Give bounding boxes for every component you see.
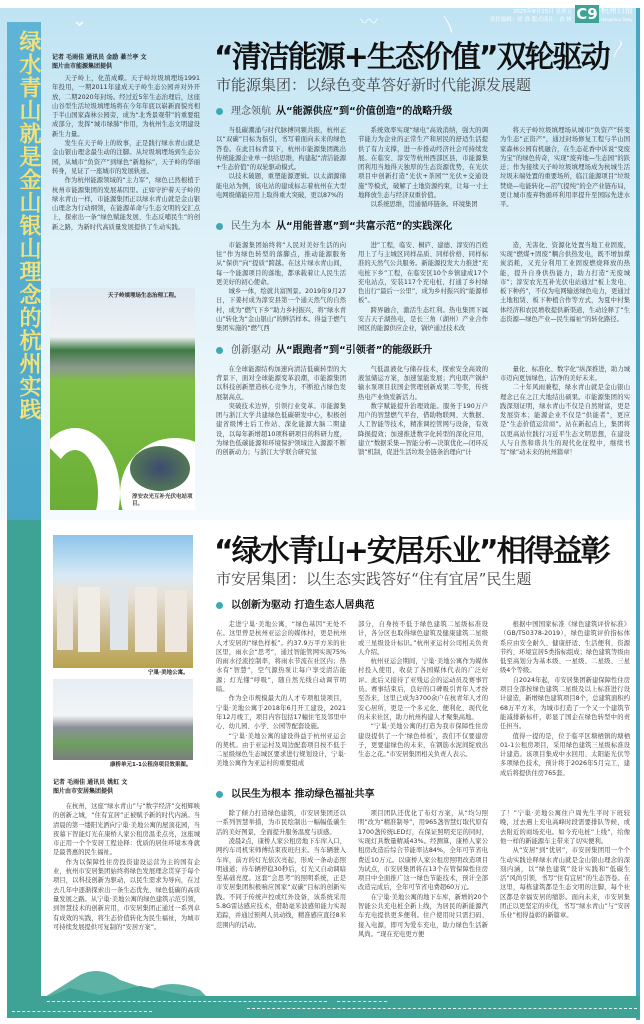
bottom-wave-band (7, 996, 640, 1018)
text-column (216, 809, 346, 939)
bird-icon: 〵 (440, 16, 458, 37)
intro-paragraph: 天子岭上，化茧成蝶。天子岭垃圾填埋场1991年投用，一期2011年建成天子岭生态公园并对外开放，二期2020年封场。经过近5年生态治理后，这座山谷型生活垃圾填埋场将在今年年底以崭新面貌亮相于半山国家森林公园旁，成为“北秀景观带”的重要组成部分，发挥“城市绿肺”作用，为杭州生态文明建设新生力量。 (52, 75, 200, 138)
page-header-info (480, 8, 572, 24)
paragraph: 气低温液化与储存技术，探索安全高效的液氢储运方案，加速氢能发展；汽电联产锅炉输水泵项目获国企管理创新成果二等奖，传统热电产业焕发新活力。 (358, 365, 488, 401)
text-column (500, 241, 630, 334)
paragraph: 进”工程，临安、桐庐、建德、淳安的百姓用上了与主城区同样品质、同样价格、同样标准的天然气公共服务。新能源投发大力推进“充电桩下乡”工程，在临安区10个乡镇建成17个充电站点，安装117个充电桩，打通了乡村绿色出行“最后一公里”，成为乡村振兴的“能源样板”。 (358, 241, 488, 305)
article1-headline: “清洁能源+生态价值”双轮驱动 (214, 40, 609, 75)
issue-date: 2025年8月15日 星期五 (512, 9, 572, 15)
text-column (216, 241, 346, 334)
paragraph: 数字赋能提升治理效能。服务于190万户用户的智慧燃气平台，借助物联网、大数据、人工智能等技术，精准调控管网与设备，有效降损提效；加速推进数字化转型的深化应用，建立“数据采集—智能分析—决策优化—闭环反馈”机制，促进生活垃圾全链条治理向“计 (358, 402, 488, 457)
text-column (500, 365, 630, 458)
article2-main (214, 534, 628, 939)
bird-icon: ⌄ (72, 10, 88, 31)
text-column (216, 620, 346, 778)
bullet-icon (216, 108, 223, 115)
section-title: 以创新为驱动 打造生态人居典范 (231, 600, 375, 611)
paragraph: 杭州亚运会期间，宁巢·美地公寓作为媒体村投入使用，收获了各国媒体代表的广泛好评。此后又接待了亚残运会的运动员及赛事官员。赛事结束后，良好的口碑吸引青年人才纷至沓来，这里已成为3700余户在杭青年人才的安心居所，更是一个多元化、便利化、现代化的未来社区，助力杭州构建人才聚集高地。 (358, 658, 488, 721)
section-heading (216, 220, 628, 233)
intro-paragraph: 发生在天子岭上的故事，正是践行绿水青山就是金山银山理念最生动的注脚。从垃圾填埋场到生态公园，从城市“负资产”到绿色“新地标”，天子岭的华丽转身，见证了一座城市的发展轨迹。 (52, 140, 200, 175)
text-column (358, 126, 488, 210)
paragraph: 在宁巢·美地公寓的地下车库，新增的20个智能公共充电桩全新上线，为居民的新能源汽车充电提供更多便利。住户使用时只需扫码、接入电源，即可为爱车充电，助力绿色生活新风尚。“现在充电更方便 (358, 893, 488, 938)
text-column (358, 241, 488, 334)
paragraph: 作为全市规模最大的人才专项租赁项目，宁巢·美地公寓于2018年6月开工建设，2021年12月竣工，项目内容包括17幢住宅及邻里中心、幼儿园、小学、公园等配套设施。 (216, 695, 346, 731)
paragraph: 自2024年起，市安居集团新建保障性住房项目全部按绿色建筑二星级及以上标准进行设计建造，新增绿色建筑项目8个，总建筑面积约68万平方米，为城市打造了一个又一个建筑节能减排新标杆，彰显了国企在绿色转型中的责任担当。 (500, 676, 630, 731)
paragraph: 造，无害化、资源化处置当地工业固废，实现“燃煤+固废”耦合供热发电，既不增加煤炭消耗，又充分利用工业固废燃烧释放的热能，提升自身供热能力，助力打造“无废城市”；淳安农光互补光伏电站通过“板上发电、板下种药”，不仅为电网输送绿色电力，更通过土地租赁、板下种植合作等方式，为夏中村集体经济和农民增收提供新渠道，生动诠释了“生态资源—绿色产业—民生福祉”的转化路径。 (500, 241, 630, 324)
photo-caption: 康桥单元1-1公租房项目效果图。 (110, 762, 192, 768)
bullet-icon (216, 347, 223, 354)
bullet-icon (216, 791, 223, 798)
wave-line (247, 1008, 637, 1010)
text-column (358, 620, 488, 778)
solar-farm-photo (130, 446, 190, 491)
byline-author: 记者 毛雨佳 通讯员 金励 綦兰亭 文 (52, 54, 147, 61)
section-title: 从“能源供应”到“价值创造”的战略升级 (276, 106, 453, 117)
paragraph: 系统效率实现“绿电”高效消纳，强大的调节能力为企业的正常生产和居民的舒适生活提供了有力支撑，进一步推动经济社会可持续发展。在临安、淳安等杭州西部区县，市能源集团利用当地得天独厚的生态资源优势，在光伏项目中创新打造“光伏+茶园”“光伏+交通设施”等模式，破解了土地资源约束，让每一寸土地释放生态与经济双重价值。 (358, 127, 488, 200)
byline-photo: 图片由市能源集团提供 (52, 63, 113, 70)
article1-subheadline: 市能源集团：以绿色变革答好新时代能源发展题 (216, 76, 532, 94)
paragraph: 根据中国国家标准《绿色建筑评价标准》（GB/T50378-2019），绿色建筑评价指标体系应由安全耐久、健康舒适、生活便利、资源节约、环境宜居5类指标组成；绿色建筑等级由低至高划分为基本级、一星级、二星级、三星级4个等级。 (500, 621, 630, 675)
paragraph: 量化、标准化、数字化”纵深推进，助力城市迈向更加绿色、洁净的美好未来。 (500, 365, 630, 382)
paragraph: 跨界融合，激活生态红利。热电集团下属安吉天子湖热电，是长三角（湖州）产业合作园区的能源供应企业，锅炉通过技术改 (358, 306, 488, 333)
text-column (500, 126, 630, 210)
paragraph: 在全球能源结构加速向清洁低碳转型的大背景下，面对全球能源变革浪潮，市能源集团以科技创新塑造核心竞争力，不断抢占绿色发展制高点。 (216, 365, 346, 401)
paragraph: 走进宁巢·美地公寓，“绿色基因”无处不在。这里曾是杭州亚运会的媒体村，更是杭州人才安居的“绿色样板”。约37.9万平方米的社区里，雨水会“思考”，通过智能管网实现75%的雨水径流控制率，将雨水节流在社区内；热水有“智慧”，空气源热泵让每户享受清洁能源；灯光懂“呼吸”，随自然光线自动调节明暗。 (216, 621, 346, 694)
article2-subheadline: 市安居集团：以生态实践答好“住有宜居”民生题 (216, 570, 532, 588)
section-lead: 理念领航 (231, 106, 271, 117)
section-lead: 民生为本 (231, 220, 271, 232)
photo-caption: 天子岭填埋场生态治理工程。 (108, 293, 180, 299)
paragraph: 以技术破题，重塑能源逻辑。以太湖源储能电站为例，该电站的建成标志着杭州在大型电网级储能应用上取得重大突破，更以87%的 (216, 173, 346, 200)
newspaper-name: 杭州日报 (601, 6, 633, 15)
paragraph: “宁巢·美地公寓的建设得益于杭州亚运会的契机。由于亚运村及周边配套项目按不低于二星级绿色生态城区要求进行规划设计，宁巢·美地公寓作为亚运村的重要组成 (216, 732, 346, 768)
paragraph: 以系统思维，贯通循环链条。环境集团 (370, 201, 478, 209)
byline-photo: 图片由市安居集团提供 (53, 788, 114, 795)
article1-intro (52, 74, 200, 232)
bullet-icon (216, 602, 223, 609)
paragraph: 部分，自身按不低于绿色建筑二星级标准设计，各分区也取得绿色建筑及健康建筑二星级或三星级设计标识。”杭州亚运村公司相关负责人介绍。 (358, 621, 488, 656)
section-title: 从“用能普惠”到“共富示范”的实践深化 (276, 220, 453, 232)
paragraph: 从“安居”到“优居”，市安居集团用一个个生动实践诠释绿水青山就是金山银山理念的深刻内涵，以“绿色建筑”设计实践和“低碳生活”风尚引领，书写“住有宜居”的生态答卷。在这里，每栋建筑都是生态文明的注脚，每个社区都是幸福安居的缩影。面向未来，市安居集团正以更坚定的步伐，书写“绿水青山”与“安居乐业”相得益彰的新篇章。 (500, 847, 630, 920)
photo-caption: 宁巢·美地公寓。 (148, 670, 189, 676)
paragraph: “宁巢·美地公寓的打造为我市保障性住房建设提供了一个‘绿色样板’，我们不仅要建房子，更要建绿色的未来，在钢筋水泥间绽放出生态之花。”市安居集团相关负责人表示。 (358, 723, 488, 759)
article2-headline: “绿水青山+安居乐业”相得益彰 (214, 534, 609, 569)
intro-paragraph: 作为杭州能源领域的“主力军”，绿色已然根植于杭州市能源集团的发展基因里。正如守护着天子岭的绿水青山一样，市能源集团正以绿水青山就是金山银山理念为行动纲领，在能源革命与生态文明的交汇点上，探索出一条“绿色赋能发展、生态反哺民生”的创新之路，为新时代高质量发展提供了生动实践。 (52, 177, 200, 231)
circle-photo-caption: 淳安农光互补光伏电站项目。 (132, 494, 193, 507)
intro-paragraph: 在杭州，这座“绿水青山”与“数字经济”交相辉映的创新之城，“住有宜居”正被赋予新的时代内涵。当清晨的第一缕阳光洒向宁巢·美地公寓的屋顶花园，当夜幕下智能灯光在康桥人家公租房温柔点亮，这座城市正用一个个安居工程诠释：优质的居住环境本身就是最普惠的民生福祉。 (53, 803, 200, 857)
page-number-badge: C9 (576, 5, 598, 23)
paragraph: 二十年风雨兼程，绿水青山就是金山银山理念已在之江大地结出硕果。市能源集团的实践深刻证明，绿水青山不仅是自然财富，更是发展资本；能源企业不仅是“供能者”，更应是“生态价值运营商”。站在新起点上，集团将以更高站位践行习近平生态文明思想，在建设人与自然和谐共生的现代化征程中，继续书写“绿”动未来的杭州篇章！ (500, 384, 630, 457)
wave-line (337, 1001, 387, 1003)
newspaper-name-en: Hangzhou Daily (601, 17, 633, 22)
section-heading (216, 788, 628, 801)
section-heading (216, 344, 628, 357)
section-title: 以民生为根本 推动绿色福祉共享 (231, 789, 375, 801)
wave-line (12, 1011, 152, 1013)
number-20-graphic (50, 428, 120, 510)
section-title: 从“跟跑者”到“引领者”的能级跃升 (276, 344, 433, 356)
left-band-teal (7, 520, 41, 1000)
paragraph: 城乡一体，绘就共富图景。2019年9月27日，下姜村成为淳安县第一个通天然气的自然村，成为“燃气下乡”助力乡村振兴、将“绿水青山”转化为“金山银山”的鲜活样本。得益于燃气集团实施的“燃气西 (216, 288, 346, 333)
byline-author: 记者 毛雨佳 通讯员 姚虹 文 (53, 779, 128, 786)
paragraph: 项目团队还优化了布灯方案，从“均匀照明”改为“精准制导”，用965盏智慧灯取代原有1700盏传统LED灯，在保证照明充足的同时，实现灯具数量精减43%。经测算，康桥人家公租房改造后综合节能率达84%，全年可节省电费近10万元。以康桥人家公租房照明改造项目为试点，市安居集团将在13个在管保障性住房项目中全面推广这一绿色节能技术，预计全部改造完成后，全年可节省电费超60万元。 (358, 810, 488, 892)
mountain-graphic (40, 960, 210, 1000)
paragraph: 除了倾力打造绿色建筑，市安居集团还以一系列智慧举措，为市民绘制出一幅幅低碳生活的美好图景，全面提升服务温度与质感。 (216, 810, 346, 836)
text-column (216, 126, 346, 210)
paragraph: 市能源集团始终将“人民对美好生活的向往”作为绿色转型的落脚点，推动能源服务从“保供”向“提质”跨越。在这片绿水青山间，每一个能源项目的落地，都承载着让人民生活更美好的初心使命。 (216, 241, 346, 286)
intro-paragraph: 作为以保障性住房投资建设运营为主的国有企业，杭州市安居集团始终将绿色发展理念贯穿于每个项目，以科技创新为驱动，以民生需求为导向，在过去几年中逐渐探索出一条生态优先、绿色低碳的高质量发展之路。从宁巢·美地公寓的绿色建筑示范引领，到智慧技术的创新应用，市安居集团正通过一系列卓有成效的实践，将生态价值转化为民生福祉，为城市可持续发展提供可复制的“安居方案”。 (53, 858, 200, 931)
paragraph: 凌晨2点，康桥人家公租房地下车库入口，网约车司机宋师傅结束夜班归来。当车辆驶入车库，前方的灯光依次亮起，形成一条动态照明通道；待车辆停稳30秒后，灯光又自动调暗至基础亮度。这套“会思考”的照明系统，正是市安居集团积极响应国家“双碳”目标的创新实践。不同于传统声控或红外设备，该系统采用5.8G雷达感应技术，借助毫米波感知能力实现追踪，并通过预判人员动线，精准感应直径8米范围内的活动。 (216, 837, 346, 929)
article2-byline (53, 778, 198, 796)
text-column (216, 365, 346, 458)
text-column (500, 809, 630, 939)
bird-icon: 〳 (610, 39, 628, 60)
paragraph: 了！”宁巢·美地公寓住户周先生平时下班较晚，过去遇上充电高峰时段需要排队等候，或去附近的商场充电。如今充电桩“上线”，给像他一样的新能源车主带来了切实便利。 (500, 810, 630, 845)
section-heading (216, 105, 628, 118)
kangqiao-housing-rendering (53, 679, 193, 760)
section-lead: 创新驱动 (231, 344, 271, 356)
landfill-photo (50, 288, 195, 510)
editors-credit: 责任编辑：徐 淮 版式设计：俞 帆 (489, 17, 572, 23)
article1-byline (52, 53, 197, 71)
article1-main (214, 40, 628, 458)
wave-line (47, 1001, 327, 1003)
bullet-icon (216, 223, 223, 230)
text-column (358, 809, 488, 939)
paragraph: 突破技术边界，引领行业变革。市能源集团与浙江大学共建绿色低碳研发中心，积极创建省级博士后工作站、深化能源大脑二期建设，以每年新增超10项科研项目的科研力度，为绿色低碳能源和环境保护领域注入源源不断的创新动力；与浙江大学联合研究氢 (216, 402, 346, 457)
article2-intro (53, 802, 200, 932)
paragraph: 当低碳潮涌与时代脉搏同频共振，杭州正以“双碳”目标为指引，书写着面向未来的绿色答卷。在此目标背景下，杭州市能源集团跳出传统能源企业单一供给思维，构建起“清洁能源+生态价值”的双轮驱动模式。 (216, 127, 346, 172)
section-heading (216, 599, 628, 612)
column-title: 绿水青山就是金山银山理念的杭州实践 (16, 30, 41, 421)
text-column (500, 620, 630, 778)
bird-icon: 〰 (360, 12, 378, 33)
newspaper-logo (601, 6, 633, 24)
paragraph: 将天子岭垃圾填埋场从城市“负资产”转变为生态“正资产”，通过封场修复工程与半山国家森林公园有机融合，在生态花香中诉说“变废为宝”的绿色传奇，实现“废弃地—生态园”的跃迁；作为接续天子岭垃圾填埋场成为杭城生活垃圾末端处置的重要场所，临江能源项目“垃圾焚烧—电能转化—沼气提纯”的全产业链布局，更让城市废弃物循环利用率提升至国际先进水平。 (500, 127, 630, 209)
text-column (358, 365, 488, 458)
ningchao-apartment-photo (53, 535, 193, 668)
paragraph: 值得一提的是，位于临平区塘栖镇的塘栖01-1公租房项目，采用绿色建筑三星级标准设计建造。该项目集成中水回用、太阳能光伏等多项绿色技术，预计将于2026年5月完工，建成后将提供住房765套。 (500, 732, 630, 777)
